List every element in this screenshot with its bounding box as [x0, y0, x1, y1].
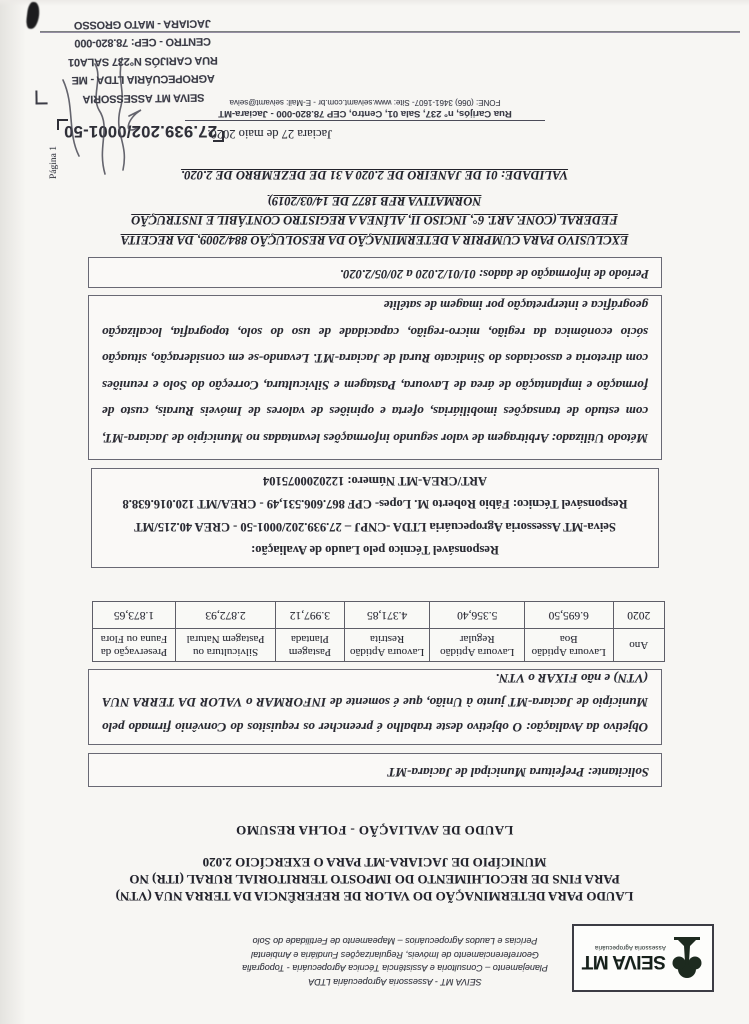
table-cell: 3.997,12: [276, 602, 345, 629]
table-header-cell: Silvicultura ou Pastagem Natural: [175, 629, 275, 662]
document-subtitle: LAUDO DE AVALIAÇÃO - FOLHA RESUMO: [235, 823, 514, 838]
address-stamp-line: AGROPECUÁRIA LTDA - ME: [71, 72, 215, 87]
metodo-utilizado-box: Método Utilizado: Arbitragem de valor segundo informações levantadas no Município de Jaciara-MT, com estudo de transações imobiliárias, oferta e opiniões de valores de Imóveis Rurais, custo de formação e implantação de área de Lavoura, Pastagem e Silvicultura, Correção do Solo e reuniões com diretoria e associados do Sindicato Rural de Jaciara-MT. Levando-se em consideração, situação sócio econômica da região, micro-região, capacidade de uso do solo, topografia, localização geográfica e interpretação por imagem de satélite: [88, 295, 662, 460]
footer-address-line: Rua Carijós, n° 237, Sala 01, Centro, CEP 78.820-000 - Jaciara-MT: [185, 107, 545, 121]
table-cell: 2.872,93: [175, 602, 275, 629]
table-header-cell: Lavoura Aptidão Regular: [430, 629, 524, 662]
company-description-line: Perícias e Laudos Agropecuários – Mapeamento de Fertilidade do Solo: [252, 936, 538, 947]
periodo-informacao-box: Período de informação de dados: 01/01/2.020 a 20/05/2.020.: [88, 257, 662, 288]
table-header-cell: Lavoura Aptidão Restrita: [344, 629, 430, 662]
table-header-cell: Ano: [613, 629, 664, 662]
table-cell: 1.873,65: [93, 602, 176, 629]
responsavel-tecnico-box: [91, 468, 659, 568]
title-line: LAUDO PARA DETERMINAÇÃO DO VALOR DE REFERÊNCIA DA TERRA NUA (VTN): [115, 889, 634, 904]
exclusivo-line: NORMATIVA RFB 1877 DE 14/03/2019): [267, 194, 482, 208]
footer-contact-line: FONE: (066) 3461-1607- Site: www.seivamt.com.br - E-Mail: seivamt@seiva: [229, 98, 501, 107]
table-header-cell: Pastagem Plantada: [276, 629, 345, 662]
document-title: [40, 854, 709, 905]
date-line: Jaciara 27 de maio 2020.: [207, 127, 332, 141]
address-stamp-line: SEIVA MT ASSESSORIA: [82, 91, 205, 105]
table-cell: 4.371,85: [344, 602, 430, 629]
table-cell: 2020: [613, 602, 664, 629]
company-description-line: SEIVA MT - Assessoria Agropecuária LTDA: [308, 977, 482, 987]
address-stamp-line: CENTRO - CEP: 78.820-000: [74, 35, 212, 50]
exclusivo-validade-block: [60, 165, 689, 249]
table-cell: 5.356,40: [430, 602, 524, 629]
company-description-line: Planejamento – Consultoria e Assistência Técnica Agropecuária - Topografia: [242, 963, 548, 974]
responsavel-line: Seiva-MT Assessoria Agropecuária LTDA -CNPJ – 27.939.202/0001-50 - CREA 40.215/MT: [134, 520, 616, 534]
company-description: [209, 934, 581, 988]
seiva-logo: [572, 924, 714, 992]
table-cell: 6.695,50: [524, 602, 613, 629]
address-stamp: [44, 13, 241, 108]
exclusivo-line: EXCLUSIVO PARA CUMPRIR A DETERMINAÇÃO DA RESOLUÇÃO 884/2009, DA RECEITA: [120, 233, 629, 247]
logo-subtitle: Assessoria Agropecuária: [594, 944, 666, 951]
logo-wordmark: SEIVA MT: [582, 951, 666, 973]
exclusivo-line: FEDERAL (CONF. ART. 6°, INCISO II, ALÍNEA A REGISTRO CONTÁBIL E INSTRUÇÃO: [131, 213, 618, 228]
page-number-label: Página 1: [49, 146, 59, 179]
vtn-values-table: [92, 601, 665, 662]
title-line: PARA FINS DE RECOLHIMENTO DO IMPOSTO TERRITORIAL RURAL (ITR) NO: [129, 872, 620, 887]
table-header-cell: Preservação da Fauna ou Flora: [93, 629, 176, 662]
address-stamp-line: RUA CARIJÓS N°237 SALA01: [68, 53, 218, 69]
table-header-row: [93, 629, 665, 662]
responsavel-line: ART/CREA-MT Número: 1220200075104: [262, 474, 488, 488]
title-line: MUNICÍPIO DE JACIARA-MT PARA O EXERCÍCIO 2.020: [202, 855, 547, 870]
page-bottom-rule: [40, 31, 740, 33]
responsavel-line: Responsável Técnico pelo Laudo de Avaliação:: [251, 543, 499, 557]
company-description-line: Georreferenciamento de Imóveis, Regularizações Fundiária e Ambiental: [251, 950, 539, 960]
table-header-cell: Lavoura Aptidão Boa: [524, 629, 613, 662]
cnpj-stamp: 27.939.202/0001-50: [63, 122, 217, 140]
validade-line: VALIDADE: 01 DE JANEIRO DE 2.020 A 31 DE DEZEMBRO DE 2.020.: [181, 168, 568, 183]
objetivo-box: Objetivo da Avaliação: O objetivo deste trabalho é preencher os requisitos do Convênio firmado pelo Município de Jaciara-MT junto à União, que é somente de INFORMAR o VALOR DA TERRA NUA (VTN) e não FIXAR o VTN.: [88, 669, 662, 745]
address-stamp-line: JACIARA - MATO GROSSO: [74, 17, 211, 31]
responsavel-line: Responsável Técnico: Fábio Roberto M. Lopes- CPF 867.606.531,49 - CREA/MT 120.016.638.8: [122, 497, 628, 511]
solicitante-box: Solicitante: Prefeitura Municipal de Jaciara-MT: [88, 753, 662, 787]
table-row: [93, 602, 665, 629]
tree-icon: [670, 936, 704, 980]
